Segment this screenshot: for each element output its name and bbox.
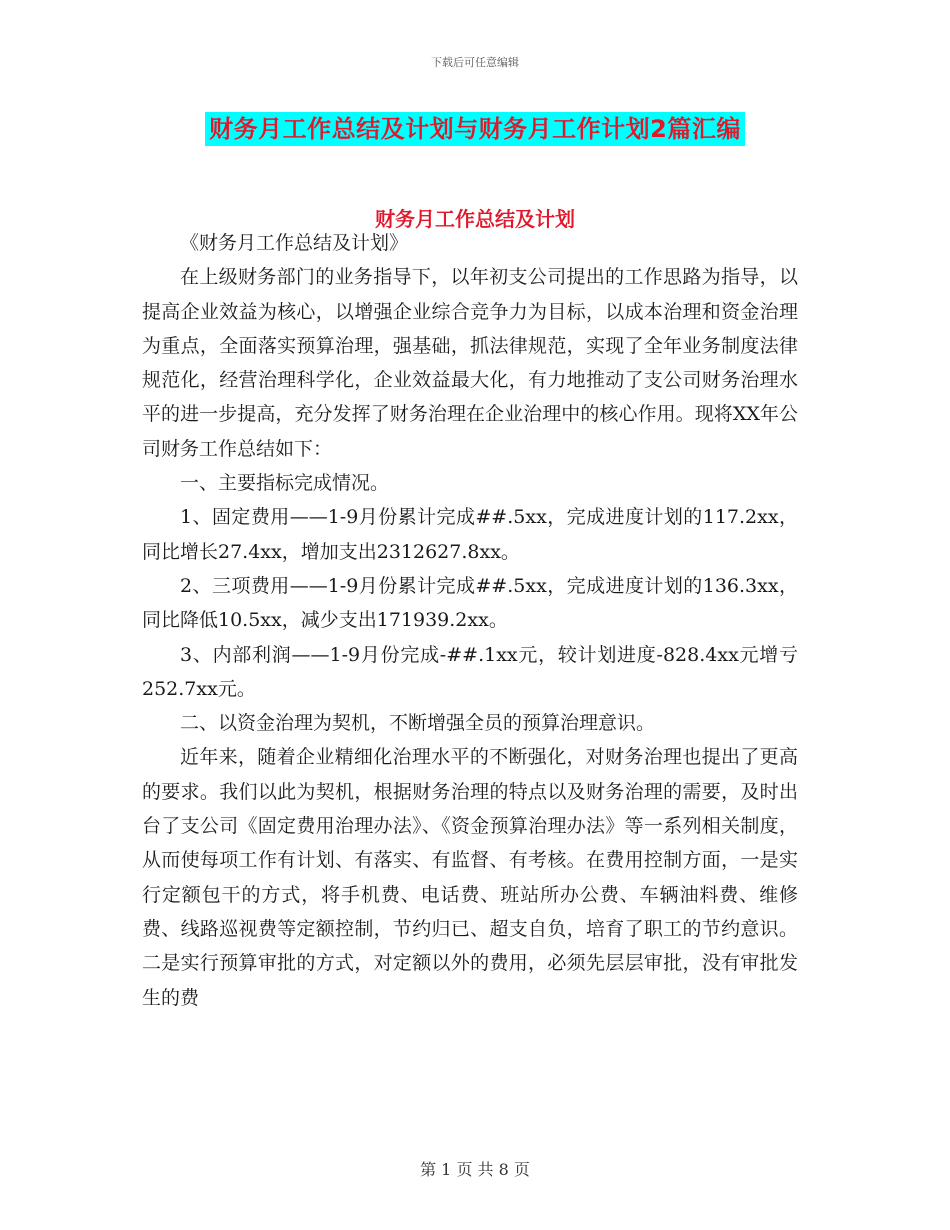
- document-body: [142, 226, 798, 1015]
- paragraph-internal-profit: 3、内部利润——1-9月份完成-##.1xx元，较计划进度-828.4xx元增亏252.7xx元。: [142, 643, 798, 700]
- paragraph-budget-details: 近年来，随着企业精细化治理水平的不断强化，对财务治理也提出了更高的要求。我们以此为契机，根据财务治理的特点以及财务治理的需要，及时出台了支公司《固定费用治理办法》、《资金预算治理办法》等一系列相关制度，从而使每项工作有计划、有落实、有监督、有考核。在费用控制方面，一是实行定额包干的方式，将手机费、电话费、班站所办公费、车辆油料费、维修费、线路巡视费等定额控制，节约归已、超支自负，培育了职工的节约意识。二是实行预算审批的方式，对定额以外的费用，必须先层层审批，没有审批发生的费: [142, 746, 798, 1009]
- paragraph-fixed-costs: 1、固定费用——1-9月份累计完成##.5xx，完成进度计划的117.2xx，同比增长27.4xx，增加支出2312627.8xx。: [142, 506, 798, 563]
- document-title-wrapper: [0, 112, 950, 146]
- heading-budget-management: 二、以资金治理为契机，不断增强全员的预算治理意识。: [180, 712, 656, 735]
- heading-main-indicators: 一、主要指标完成情况。: [180, 472, 390, 495]
- section-title: 财务月工作总结及计划: [375, 207, 575, 231]
- page-number: 第 1 页 共 8 页: [420, 1160, 530, 1179]
- paragraph-intro: 在上级财务部门的业务指导下，以年初支公司提出的工作思路为指导，以提高企业效益为核心，以增强企业综合竞争力为目标，以成本治理和资金治理为重点，全面落实预算治理，强基础，抓法律规范，实现了全年业务制度法律规范化，经营治理科学化，企业效益最大化，有力地推动了支公司财务治理水平的进一步提高，充分发挥了财务治理在企业治理中的核心作用。现将XX年公司财务工作总结如下：: [142, 266, 798, 460]
- page-header-note: 下载后可任意编辑: [431, 56, 519, 69]
- paragraph-subtitle: 《财务月工作总结及计划》: [180, 232, 409, 254]
- document-title: 财务月工作总结及计划与财务月工作计划2篇汇编: [205, 112, 745, 146]
- paragraph-three-costs: 2、三项费用——1-9月份累计完成##.5xx，完成进度计划的136.3xx，同比降低10.5xx，减少支出171939.2xx。: [142, 574, 798, 632]
